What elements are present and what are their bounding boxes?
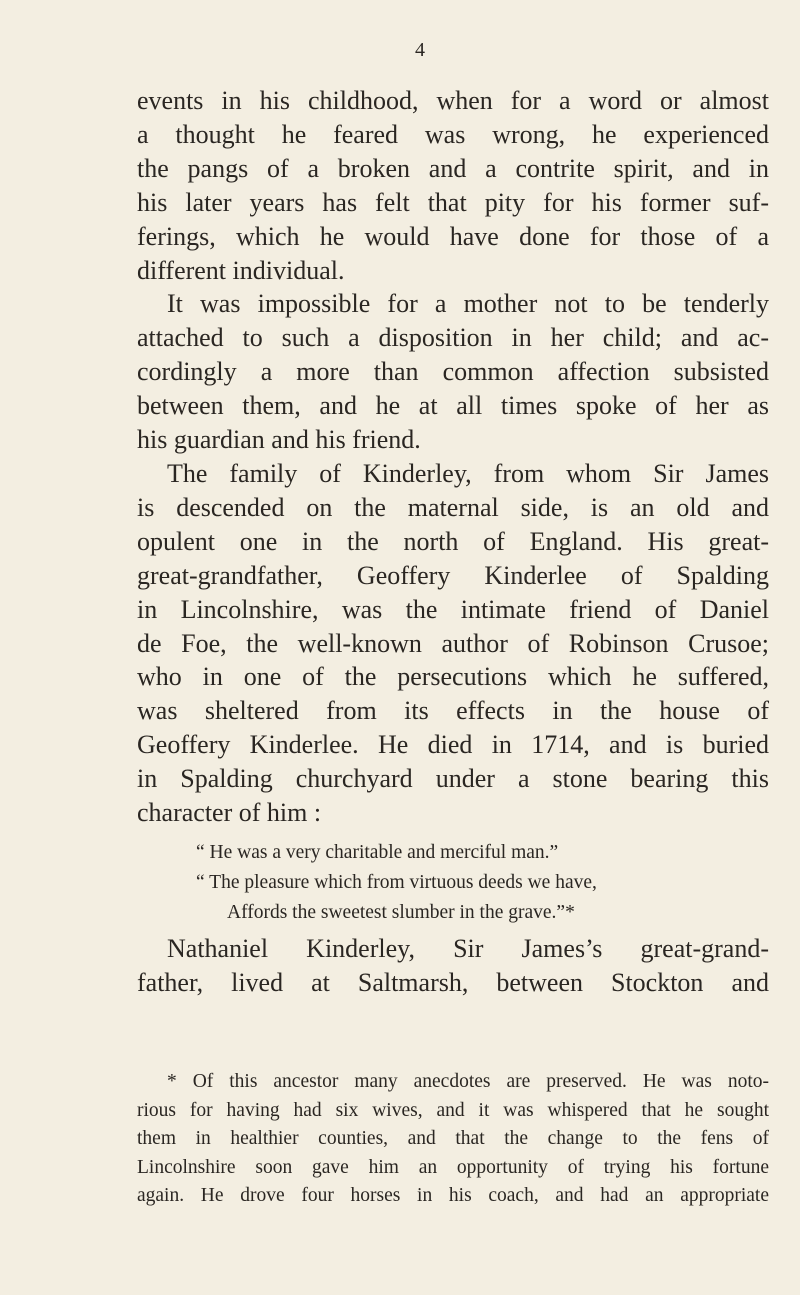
epitaph-line: Affords the sweetest slumber in the grave.”*: [227, 901, 575, 923]
text-line: his later years has felt that pity for his former suf-: [137, 187, 769, 217]
text-line: was sheltered from its effects in the house of: [137, 696, 769, 726]
paragraph-mother: [137, 287, 769, 457]
text-line: in Spalding churchyard under a stone bearing this: [137, 764, 769, 794]
text-line: It was impossible for a mother not to be tenderly: [167, 289, 769, 319]
text-line: Nathaniel Kinderley, Sir James’s great-grand-: [167, 933, 769, 963]
text-line: cordingly a more than common affection subsisted: [137, 357, 769, 387]
epitaph-line: “ The pleasure which from virtuous deeds we have,: [196, 871, 597, 893]
text-line: The family of Kinderley, from whom Sir James: [167, 458, 769, 488]
text-line: character of him :: [137, 798, 322, 828]
text-line: de Foe, the well-known author of Robinson Crusoe;: [137, 628, 769, 658]
footnote-line: Lincolnshire soon gave him an opportunity of trying his fortune: [137, 1156, 769, 1178]
text-line: who in one of the persecutions which he suffered,: [137, 662, 769, 692]
text-line: his guardian and his friend.: [137, 425, 421, 455]
paragraph-childhood: [137, 84, 769, 287]
text-line: ferings, which he would have done for those of a: [137, 221, 769, 251]
footnote: [137, 1068, 769, 1211]
text-line: events in his childhood, when for a word or almost: [137, 86, 769, 115]
text-line: in Lincolnshire, was the intimate friend of Daniel: [137, 594, 769, 624]
text-line: a thought he feared was wrong, he experienced: [137, 119, 769, 149]
text-line: is descended on the maternal side, is an old and: [137, 492, 769, 522]
text-line: opulent one in the north of England. His great-: [137, 526, 769, 556]
text-line: attached to such a disposition in her child; and ac-: [137, 323, 769, 353]
text-line: great-grandfather, Geoffery Kinderlee of Spalding: [137, 560, 769, 590]
body-text: [137, 84, 769, 1000]
text-line: the pangs of a broken and a contrite spirit, and in: [137, 153, 769, 183]
paragraph-family: [137, 457, 769, 830]
footnote-line: them in healthier counties, and that the change to the fens of: [137, 1128, 769, 1150]
text-line: different individual.: [137, 255, 345, 285]
page-number: 4: [415, 39, 425, 61]
epitaph-quote: [137, 838, 769, 928]
paragraph-nathaniel: [137, 932, 769, 1000]
text-line: father, lived at Saltmarsh, between Stockton and: [137, 967, 769, 997]
footnote-line: again. He drove four horses in his coach, and had an appropriate: [137, 1185, 769, 1207]
text-line: between them, and he at all times spoke of her as: [137, 391, 769, 421]
epitaph-line: “ He was a very charitable and merciful man.”: [196, 841, 559, 863]
text-line: Geoffery Kinderlee. He died in 1714, and is buried: [137, 730, 769, 760]
footnote-line: * Of this ancestor many anecdotes are preserved. He was noto-: [167, 1071, 769, 1092]
footnote-line: rious for having had six wives, and it was whispered that he sought: [137, 1099, 769, 1121]
